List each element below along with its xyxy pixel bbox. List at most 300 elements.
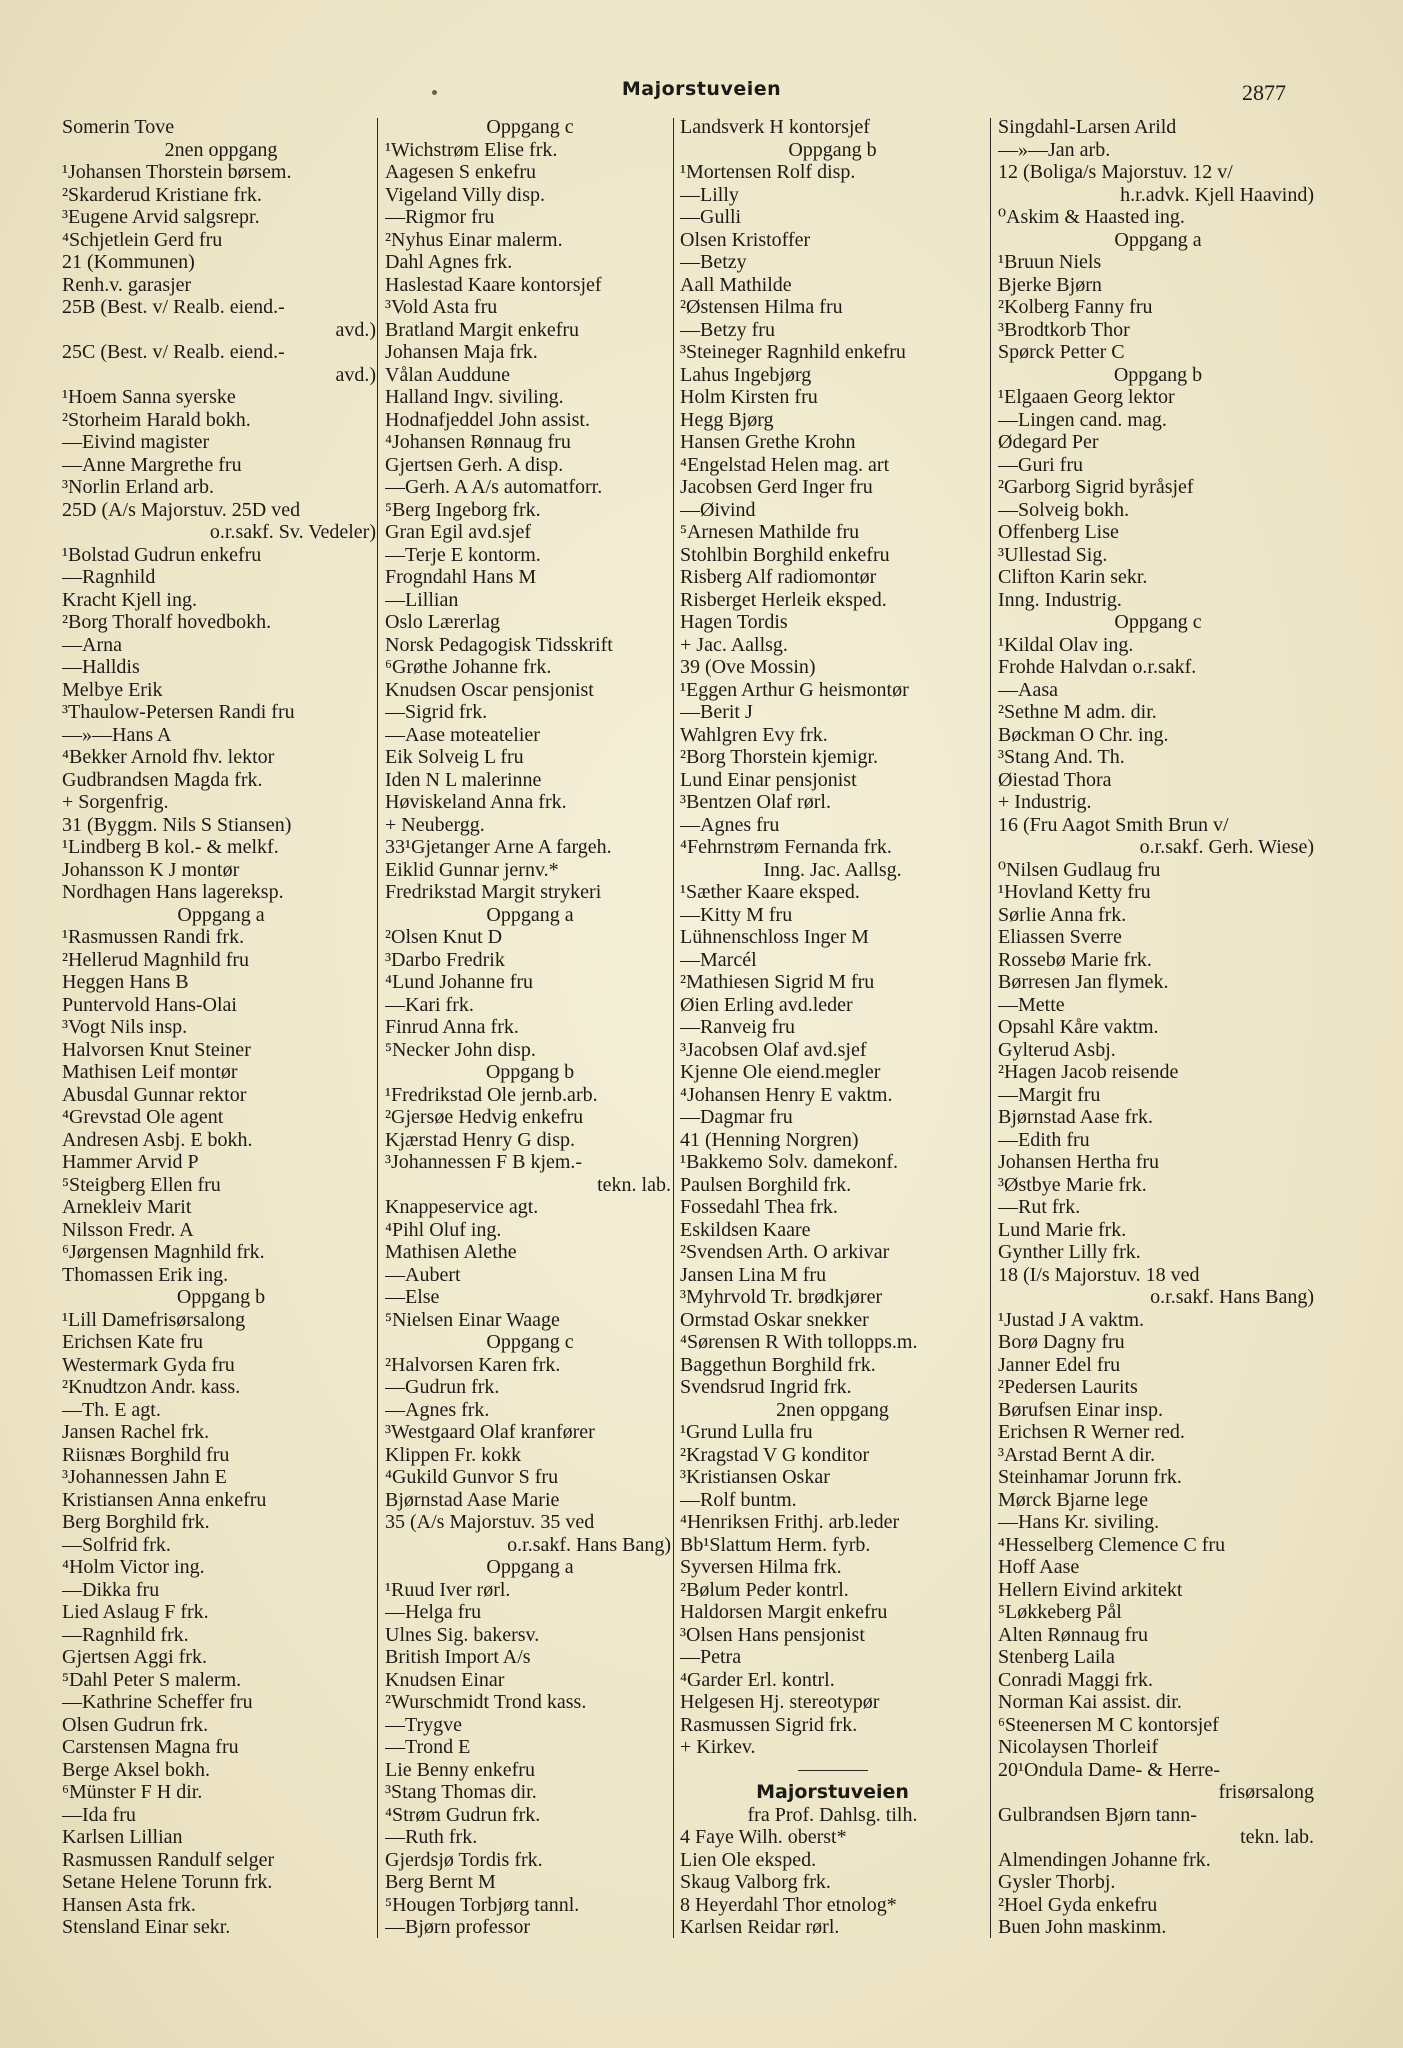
directory-entry: ²Sethne M adm. dir. [998, 701, 1157, 723]
directory-entry: 33¹Gjetanger Arne A fargeh. [385, 836, 612, 858]
directory-entry: ²Østensen Hilma fru [680, 296, 843, 318]
directory-entry: avd.) [335, 363, 376, 386]
directory-entry: Eik Solveig L fru [385, 746, 524, 768]
directory-entry: —Marcél [680, 948, 757, 971]
directory-entry: Erichsen Kate fru [62, 1331, 204, 1353]
column-2 [385, 116, 675, 1946]
directory-entry: o.r.sakf. Hans Bang) [1150, 1286, 1314, 1308]
directory-entry: Bøckman O Chr. ing. [998, 723, 1169, 746]
directory-entry: ¹Bakkemo Solv. damekonf. [680, 1151, 898, 1173]
directory-entry: ¹Elgaaen Georg lektor [998, 386, 1175, 408]
directory-entry: tekn. lab. [1240, 1826, 1314, 1848]
directory-entry: ³Olsen Hans pensjonist [680, 1623, 865, 1646]
directory-entry: ²Olsen Knut D [385, 926, 503, 948]
directory-entry: Hammer Arvid P [62, 1151, 199, 1173]
directory-entry: Børufsen Einar insp. [998, 1398, 1163, 1421]
directory-entry: —Gerh. A A/s automatforr. [385, 476, 603, 498]
directory-entry: Berg Bernt M [385, 1871, 496, 1893]
directory-entry: —Lingen cand. mag. [998, 408, 1167, 431]
directory-entry: Gran Egil avd.sjef [385, 521, 532, 543]
directory-entry: ²Pedersen Laurits [998, 1376, 1138, 1398]
directory-entry: —Helga fru [385, 1601, 482, 1623]
directory-entry: 2nen oppgang [164, 138, 278, 161]
directory-entry: Carstensen Magna fru [62, 1736, 239, 1758]
directory-entry: ⁶Steenersen M C kontorsjef [998, 1713, 1219, 1736]
column-1 [62, 116, 380, 1946]
directory-entry: Renh.v. garasjer [62, 273, 192, 296]
directory-entry: o.r.sakf. Gerh. Wiese) [1139, 836, 1314, 858]
directory-entry: Halland Ingv. siviling. [385, 386, 564, 408]
directory-entry: Erichsen R Werner red. [998, 1421, 1185, 1443]
directory-entry: Kracht Kjell ing. [62, 588, 197, 611]
page-title: Majorstuveien [621, 78, 782, 100]
directory-entry: —Edith fru [998, 1128, 1090, 1151]
directory-entry: ³Bentzen Olaf rørl. [680, 791, 831, 813]
directory-entry: Olsen Gudrun frk. [62, 1713, 209, 1736]
directory-entry: 31 (Byggm. Nils S Stiansen) [62, 813, 292, 836]
directory-entry: —Guri fru [998, 453, 1083, 476]
directory-entry: ⁵Løkkeberg Pål [998, 1601, 1122, 1623]
directory-entry: —Solfrid frk. [62, 1533, 171, 1556]
print-speck [432, 90, 437, 95]
directory-entry: —Solveig bokh. [998, 498, 1130, 521]
directory-entry: Helgesen Hj. stereotypør [680, 1691, 880, 1713]
directory-entry: Ormstad Oskar snekker [680, 1308, 869, 1331]
directory-entry: Skaug Valborg frk. [680, 1871, 831, 1893]
column-4 [998, 116, 1318, 1946]
directory-entry: Frohde Halvdan o.r.sakf. [998, 656, 1197, 678]
directory-entry: ¹Grund Lulla fru [680, 1421, 813, 1443]
directory-entry: Vigeland Villy disp. [385, 183, 545, 206]
directory-entry: Risberget Herleik eksped. [680, 588, 887, 611]
directory-entry: ³Thaulow-Petersen Randi fru [62, 701, 295, 723]
directory-entry: Oslo Lærerlag [385, 611, 500, 633]
directory-entry: ³Steineger Ragnhild enkefru [680, 341, 906, 363]
directory-entry: Karlsen Lillian [62, 1826, 183, 1848]
directory-entry: Lied Aslaug F frk. [62, 1601, 209, 1623]
directory-entry: —Dagmar fru [680, 1106, 793, 1128]
directory-entry: Nilsson Fredr. A [62, 1218, 194, 1241]
directory-entry: Alten Rønnaug fru [998, 1623, 1148, 1646]
directory-entry: + Jac. Aallsg. [680, 633, 788, 656]
directory-entry: ¹Johansen Thorstein børsem. [62, 161, 292, 183]
directory-entry: —Terje E kontorm. [385, 543, 541, 566]
directory-entry: ¹Wichstrøm Elise frk. [385, 138, 558, 161]
directory-entry: Melbye Erik [62, 678, 163, 701]
directory-entry: Heggen Hans B [62, 971, 189, 993]
directory-entry: o.r.sakf. Hans Bang) [507, 1533, 671, 1556]
directory-entry: ²Hellerud Magnhild fru [62, 948, 250, 971]
directory-entry: Oppgang b [485, 1061, 575, 1083]
directory-entry: Vålan Auddune [385, 363, 510, 386]
directory-entry: —Dikka fru [62, 1578, 160, 1601]
directory-entry: Lie Benny enkefru [385, 1758, 535, 1781]
directory-entry: Westermark Gyda fru [62, 1353, 235, 1376]
directory-entry: Conradi Maggi frk. [998, 1668, 1153, 1691]
column-rule [990, 118, 991, 1938]
directory-entry: ⁵Hougen Torbjørg tannl. [385, 1893, 580, 1916]
directory-entry: 41 (Henning Norgren) [680, 1128, 859, 1151]
directory-entry: —Halldis [62, 656, 140, 678]
directory-entry: avd.) [335, 318, 376, 341]
directory-entry: Nordhagen Hans lagereksp. [62, 881, 284, 903]
directory-entry: Iden N L malerinne [385, 768, 542, 791]
directory-entry: Oppgang b [176, 1286, 266, 1308]
directory-entry: ⁴Bekker Arnold fhv. lektor [62, 746, 275, 768]
directory-entry: Eiklid Gunnar jernv.* [385, 858, 559, 881]
directory-entry: —Arna [62, 633, 122, 656]
directory-entry: ¹Bruun Niels [998, 251, 1102, 273]
directory-entry: ³Stang And. Th. [998, 746, 1125, 768]
directory-entry: 35 (A/s Majorstuv. 35 ved [385, 1511, 595, 1533]
directory-entry: ⁴Henriksen Frithj. arb.leder [680, 1511, 900, 1533]
directory-entry: ¹Eggen Arthur G heismontør [680, 678, 909, 701]
directory-entry: o.r.sakf. Sv. Vedeler) [209, 521, 376, 543]
directory-entry: Lien Ole eksped. [680, 1848, 817, 1871]
directory-entry: —Mette [998, 993, 1065, 1016]
page-number: 2877 [1242, 80, 1286, 105]
directory-entry: —Rolf buntm. [680, 1488, 797, 1511]
directory-entry: Rasmussen Randulf selger [62, 1848, 275, 1871]
directory-entry: ⁵Berg Ingeborg frk. [385, 498, 541, 521]
directory-entry: —Gudrun frk. [385, 1376, 500, 1398]
directory-entry: Spørck Petter C [998, 341, 1125, 363]
directory-entry: Buen John maskinm. [998, 1916, 1167, 1938]
directory-entry: ³Østbye Marie frk. [998, 1173, 1147, 1196]
directory-entry: 20¹Ondula Dame- & Herre- [998, 1758, 1221, 1781]
directory-entry: 16 (Fru Aagot Smith Brun v/ [998, 813, 1229, 836]
directory-entry: ¹Lindberg B kol.- & melkf. [62, 836, 279, 858]
directory-entry: Gudbrandsen Magda frk. [62, 768, 263, 791]
directory-entry: Aagesen S enkefru [385, 161, 537, 183]
directory-entry: ⁴Hesselberg Clemence C fru [998, 1533, 1226, 1556]
directory-entry: ¹Ruud Iver rørl. [385, 1578, 511, 1601]
directory-entry: Lund Einar pensjonist [680, 768, 857, 791]
directory-entry: Knudsen Einar [385, 1668, 505, 1691]
directory-entry: Wahlgren Evy frk. [680, 723, 828, 746]
directory-entry: frisørsalong [1218, 1781, 1314, 1803]
directory-entry: British Import A/s [385, 1646, 531, 1668]
directory-entry: Knappeservice agt. [385, 1196, 539, 1218]
section-heading: Majorstuveien [756, 1781, 909, 1803]
directory-entry: Borø Dagny fru [998, 1331, 1125, 1353]
directory-entry: ¹Fredrikstad Ole jernb.arb. [385, 1083, 598, 1106]
directory-entry: Landsverk H kontorsjef [680, 116, 870, 138]
directory-entry: Oppgang a [486, 1556, 574, 1578]
directory-entry: —Anne Margrethe fru [62, 453, 242, 476]
directory-entry: ⁶Grøthe Johanne frk. [385, 656, 552, 678]
directory-entry: Syversen Hilma frk. [680, 1556, 842, 1578]
directory-entry: Aall Mathilde [680, 273, 792, 296]
directory-entry: Bjørnstad Aase frk. [998, 1106, 1153, 1128]
directory-entry: Mørck Bjarne lege [998, 1488, 1148, 1511]
directory-entry: Eliassen Sverre [998, 926, 1122, 948]
directory-entry: Bratland Margit enkefru [385, 318, 580, 341]
directory-entry: Lahus Ingebjørg [680, 363, 812, 386]
directory-entry: Thomassen Erik ing. [62, 1263, 229, 1286]
directory-entry: —Aase moteatelier [385, 723, 540, 746]
directory-entry: —Lilly [680, 183, 739, 206]
directory-entry: Berge Aksel bokh. [62, 1758, 210, 1781]
directory-entry: Haslestad Kaare kontorsjef [385, 273, 602, 296]
directory-entry: ³Darbo Fredrik [385, 948, 505, 971]
directory-entry: Oppgang b [788, 138, 877, 161]
directory-entry: + Industrig. [998, 791, 1092, 813]
directory-entry: Johansson K J montør [62, 858, 240, 881]
directory-entry: Johansen Maja frk. [385, 341, 538, 363]
directory-entry: Andresen Asbj. E bokh. [62, 1128, 253, 1151]
directory-entry: Hoff Aase [998, 1556, 1080, 1578]
directory-entry: ⁴Sørensen R With tollopps.m. [680, 1331, 918, 1353]
section-divider [680, 1759, 985, 1782]
directory-entry: Sørlie Anna frk. [998, 903, 1127, 926]
directory-entry: Ulnes Sig. bakersv. [385, 1623, 540, 1646]
directory-entry: ⁵Nielsen Einar Waage [385, 1308, 560, 1331]
directory-entry: Baggethun Borghild frk. [680, 1353, 876, 1376]
directory-entry: Øiestad Thora [998, 768, 1112, 791]
directory-entry: Abusdal Gunnar rektor [62, 1083, 247, 1106]
directory-entry: ²Bølum Peder kontrl. [680, 1578, 849, 1601]
directory-entry: ¹Hovland Ketty fru [998, 881, 1151, 903]
directory-entry: 21 (Kommunen) [62, 251, 195, 273]
directory-entry: fra Prof. Dahlsg. tilh. [747, 1803, 918, 1826]
directory-entry: Høviskeland Anna frk. [385, 791, 567, 813]
directory-entry: Hagen Tordis [680, 611, 788, 633]
directory-entry: Norman Kai assist. dir. [998, 1691, 1182, 1713]
directory-entry: Lühnenschloss Inger M [680, 926, 869, 948]
directory-entry: Knudsen Oscar pensjonist [385, 678, 594, 701]
directory-entry: ⁰Askim & Haasted ing. [998, 206, 1185, 228]
directory-entry: —Kari frk. [385, 993, 474, 1016]
directory-entry: ²Kragstad V G konditor [680, 1443, 870, 1466]
directory-entry: ²Nyhus Einar malerm. [385, 228, 563, 251]
directory-entry: ⁶Jørgensen Magnhild frk. [62, 1241, 265, 1263]
directory-entry: Gjertsen Aggi frk. [62, 1646, 207, 1668]
directory-entry: ⁴Fehrnstrøm Fernanda frk. [680, 836, 892, 858]
directory-entry: —Ida fru [62, 1803, 136, 1826]
directory-entry: Opsahl Kåre vaktm. [998, 1016, 1159, 1038]
directory-entry: 25D (A/s Majorstuv. 25D ved [62, 498, 301, 521]
directory-entry: Gynther Lilly frk. [998, 1241, 1141, 1263]
directory-entry: Kjærstad Henry G disp. [385, 1128, 575, 1151]
directory-entry: —Agnes frk. [385, 1398, 490, 1421]
directory-entry: Stensland Einar sekr. [62, 1916, 231, 1938]
directory-entry: ¹Lill Damefrisørsalong [62, 1308, 246, 1331]
directory-entry: ¹Bolstad Gudrun enkefru [62, 543, 262, 566]
directory-entry: Øien Erling avd.leder [680, 993, 853, 1016]
directory-entry: Hodnafjeddel John assist. [385, 408, 590, 431]
directory-entry: ²Mathiesen Sigrid M fru [680, 971, 875, 993]
directory-entry: ²Storheim Harald bokh. [62, 408, 251, 431]
directory-entry: Risberg Alf radiomontør [680, 566, 877, 588]
directory-entry: Johansen Hertha fru [998, 1151, 1160, 1173]
directory-entry: —Kathrine Scheffer fru [62, 1691, 253, 1713]
directory-entry: ²Skarderud Kristiane frk. [62, 183, 262, 206]
directory-entry: ³Brodtkorb Thor [998, 318, 1130, 341]
directory-entry: ³Stang Thomas dir. [385, 1781, 537, 1803]
directory-entry: Frogndahl Hans M [385, 566, 537, 588]
directory-entry: 39 (Ove Mossin) [680, 656, 816, 678]
directory-entry: Nicolaysen Thorleif [998, 1736, 1159, 1758]
directory-entry: —Hans Kr. siviling. [998, 1511, 1160, 1533]
directory-entry: ¹Justad J A vaktm. [998, 1308, 1145, 1331]
directory-entry: Puntervold Hans-Olai [62, 993, 237, 1016]
directory-entry: Janner Edel fru [998, 1353, 1121, 1376]
directory-entry: Almendingen Johanne frk. [998, 1848, 1211, 1871]
directory-entry: Gulbrandsen Bjørn tann- [998, 1803, 1197, 1826]
directory-entry: ⁵Dahl Peter S malerm. [62, 1668, 242, 1691]
directory-entry: Oppgang c [486, 1331, 574, 1353]
directory-entry: Oppgang b [1113, 363, 1203, 386]
directory-entry: Bjørnstad Aase Marie [385, 1488, 560, 1511]
directory-entry: —Rut frk. [998, 1196, 1081, 1218]
directory-entry: Karlsen Reidar rørl. [680, 1916, 840, 1938]
directory-entry: 18 (I/s Majorstuv. 18 ved [998, 1263, 1200, 1286]
directory-entry: + Kirkev. [680, 1736, 756, 1758]
directory-entry: —Sigrid frk. [385, 701, 488, 723]
directory-entry: Finrud Anna frk. [385, 1016, 519, 1038]
directory-entry: ²Halvorsen Karen frk. [385, 1353, 561, 1376]
directory-entry: Ødegard Per [998, 431, 1099, 453]
directory-entry: Dahl Agnes frk. [385, 251, 513, 273]
directory-entry: ²Wurschmidt Trond kass. [385, 1691, 587, 1713]
directory-entry: —Lillian [385, 588, 459, 611]
directory-entry: —Aasa [998, 678, 1058, 701]
directory-entry: ⁵Steigberg Ellen fru [62, 1173, 221, 1196]
directory-entry: —Betzy fru [680, 318, 775, 341]
directory-entry: Oppgang a [1114, 228, 1202, 251]
directory-entry: —Trygve [385, 1713, 463, 1736]
directory-entry: Oppgang c [1114, 611, 1202, 633]
directory-entry: ²Svendsen Arth. O arkivar [680, 1241, 890, 1263]
directory-entry: ⁴Gukild Gunvor S fru [385, 1466, 559, 1488]
directory-entry: ³Johannessen F B kjem.- [385, 1151, 583, 1173]
directory-entry: ³Norlin Erland arb. [62, 476, 215, 498]
directory-entry: Børresen Jan flymek. [998, 971, 1169, 993]
directory-entry: ⁰Nilsen Gudlaug fru [998, 858, 1161, 881]
directory-entry: ³Vogt Nils insp. [62, 1016, 188, 1038]
directory-entry: Clifton Karin sekr. [998, 566, 1148, 588]
directory-entry: Gjertsen Gerh. A disp. [385, 453, 564, 476]
directory-entry: ⁴Johansen Henry E vaktm. [680, 1083, 893, 1106]
directory-entry: —Øivind [680, 498, 756, 521]
directory-entry: ²Knudtzon Andr. kass. [62, 1376, 241, 1398]
directory-entry: 8 Heyerdahl Thor etnolog* [680, 1893, 897, 1916]
directory-entry: ²Borg Thorstein kjemigr. [680, 746, 879, 768]
directory-entry: Svendsrud Ingrid frk. [680, 1376, 852, 1398]
directory-entry: —Ragnhild frk. [62, 1623, 189, 1646]
directory-entry: —Ragnhild [62, 566, 156, 588]
directory-entry: —Ruth frk. [385, 1826, 478, 1848]
directory-entry: Jansen Rachel frk. [62, 1421, 210, 1443]
directory-entry: ²Hoel Gyda enkefru [998, 1893, 1158, 1916]
directory-entry: ¹Hoem Sanna syerske [62, 386, 236, 408]
directory-entry: ³Westgaard Olaf kranfører [385, 1421, 595, 1443]
directory-entry: Jacobsen Gerd Inger fru [680, 476, 873, 498]
directory-entry: —Margit fru [998, 1083, 1101, 1106]
directory-entry: ⁴Garder Erl. kontrl. [680, 1668, 835, 1691]
directory-entry: —Trond E [385, 1736, 471, 1758]
directory-entry: Lund Marie frk. [998, 1218, 1127, 1241]
directory-entry: Fossedahl Thea frk. [680, 1196, 838, 1218]
directory-entry: Paulsen Borghild frk. [680, 1173, 852, 1196]
directory-entry: Olsen Kristoffer [680, 228, 811, 251]
directory-entry: —Aubert [385, 1263, 461, 1286]
directory-entry: Gjerdsjø Tordis frk. [385, 1848, 543, 1871]
directory-entry: Klippen Fr. kokk [385, 1443, 522, 1466]
directory-entry: —»—Jan arb. [998, 138, 1111, 161]
directory-entry: Singdahl-Larsen Arild [998, 116, 1177, 138]
directory-entry: 4 Faye Wilh. oberst* [680, 1826, 847, 1848]
directory-entry: Hellern Eivind arkitekt [998, 1578, 1183, 1601]
directory-entry: Offenberg Lise [998, 521, 1119, 543]
directory-entry: Hansen Grethe Krohn [680, 431, 856, 453]
directory-entry: + Sorgenfrig. [62, 791, 169, 813]
directory-entry: Setane Helene Torunn frk. [62, 1871, 273, 1893]
directory-entry: —Agnes fru [680, 813, 780, 836]
directory-entry: Rasmussen Sigrid frk. [680, 1713, 858, 1736]
directory-entry: Gysler Thorbj. [998, 1871, 1116, 1893]
directory-entry: Fredrikstad Margit strykeri [385, 881, 602, 903]
directory-entry: ⁴Johansen Rønnaug fru [385, 431, 571, 453]
directory-entry: ⁶Münster F H dir. [62, 1781, 203, 1803]
directory-entry: Hansen Asta frk. [62, 1893, 196, 1916]
directory-entry: ⁴Grevstad Ole agent [62, 1106, 224, 1128]
directory-entry: 2nen oppgang [776, 1398, 889, 1421]
directory-entry: Jansen Lina M fru [680, 1263, 827, 1286]
directory-entry: Oppgang c [486, 116, 574, 138]
directory-entry: ³Jacobsen Olaf avd.sjef [680, 1038, 867, 1061]
directory-entry: Halvorsen Knut Steiner [62, 1038, 251, 1061]
directory-entry: —Eivind magister [62, 431, 210, 453]
directory-entry: + Neubergg. [385, 813, 485, 836]
directory-entry: Kristiansen Anna enkefru [62, 1488, 267, 1511]
directory-entry: ²Garborg Sigrid byråsjef [998, 476, 1194, 498]
directory-entry: Mathisen Leif montør [62, 1061, 238, 1083]
directory-entry: Haldorsen Margit enkefru [680, 1601, 888, 1623]
directory-entry: —Rigmor fru [385, 206, 495, 228]
directory-entry: —Betzy [680, 251, 747, 273]
directory-entry: ⁴Engelstad Helen mag. art [680, 453, 890, 476]
directory-entry: Mathisen Alethe [385, 1241, 517, 1263]
directory-entry: 25C (Best. v/ Realb. eiend.- [62, 341, 285, 363]
directory-entry: h.r.advk. Kjell Haavind) [1120, 183, 1314, 206]
directory-entry: ¹Rasmussen Randi frk. [62, 926, 245, 948]
directory-entry: ³Arstad Bernt A dir. [998, 1443, 1156, 1466]
directory-entry: Kjenne Ole eiend.megler [680, 1061, 881, 1083]
directory-entry: —Th. E agt. [62, 1398, 161, 1421]
directory-entry: Gylterud Asbj. [998, 1038, 1116, 1061]
directory-entry: Bjerke Bjørn [998, 273, 1102, 296]
directory-entry: ²Kolberg Fanny fru [998, 296, 1153, 318]
directory-entry: ²Borg Thoralf hovedbokh. [62, 611, 272, 633]
directory-entry: Oppgang a [486, 903, 574, 926]
directory-entry: Eskildsen Kaare [680, 1218, 811, 1241]
directory-entry: ¹Sæther Kaare eksped. [680, 881, 860, 903]
directory-entry: Rossebø Marie frk. [998, 948, 1152, 971]
directory-entry: —»—Hans A [62, 723, 172, 746]
directory-entry: ¹Mortensen Rolf disp. [680, 161, 856, 183]
directory-entry: Arnekleiv Marit [62, 1196, 192, 1218]
directory-entry: Somerin Tove [62, 116, 175, 138]
directory-entry: —Bjørn professor [385, 1916, 530, 1938]
directory-entry: Hegg Bjørg [680, 408, 774, 431]
directory-entry: —Gulli [680, 206, 742, 228]
directory-entry: —Ranveig fru [680, 1016, 795, 1038]
directory-entry: 12 (Boliga/s Majorstuv. 12 v/ [998, 161, 1233, 183]
directory-entry: ⁴Strøm Gudrun frk. [385, 1803, 541, 1826]
directory-entry: ⁴Schjetlein Gerd fru [62, 228, 223, 251]
